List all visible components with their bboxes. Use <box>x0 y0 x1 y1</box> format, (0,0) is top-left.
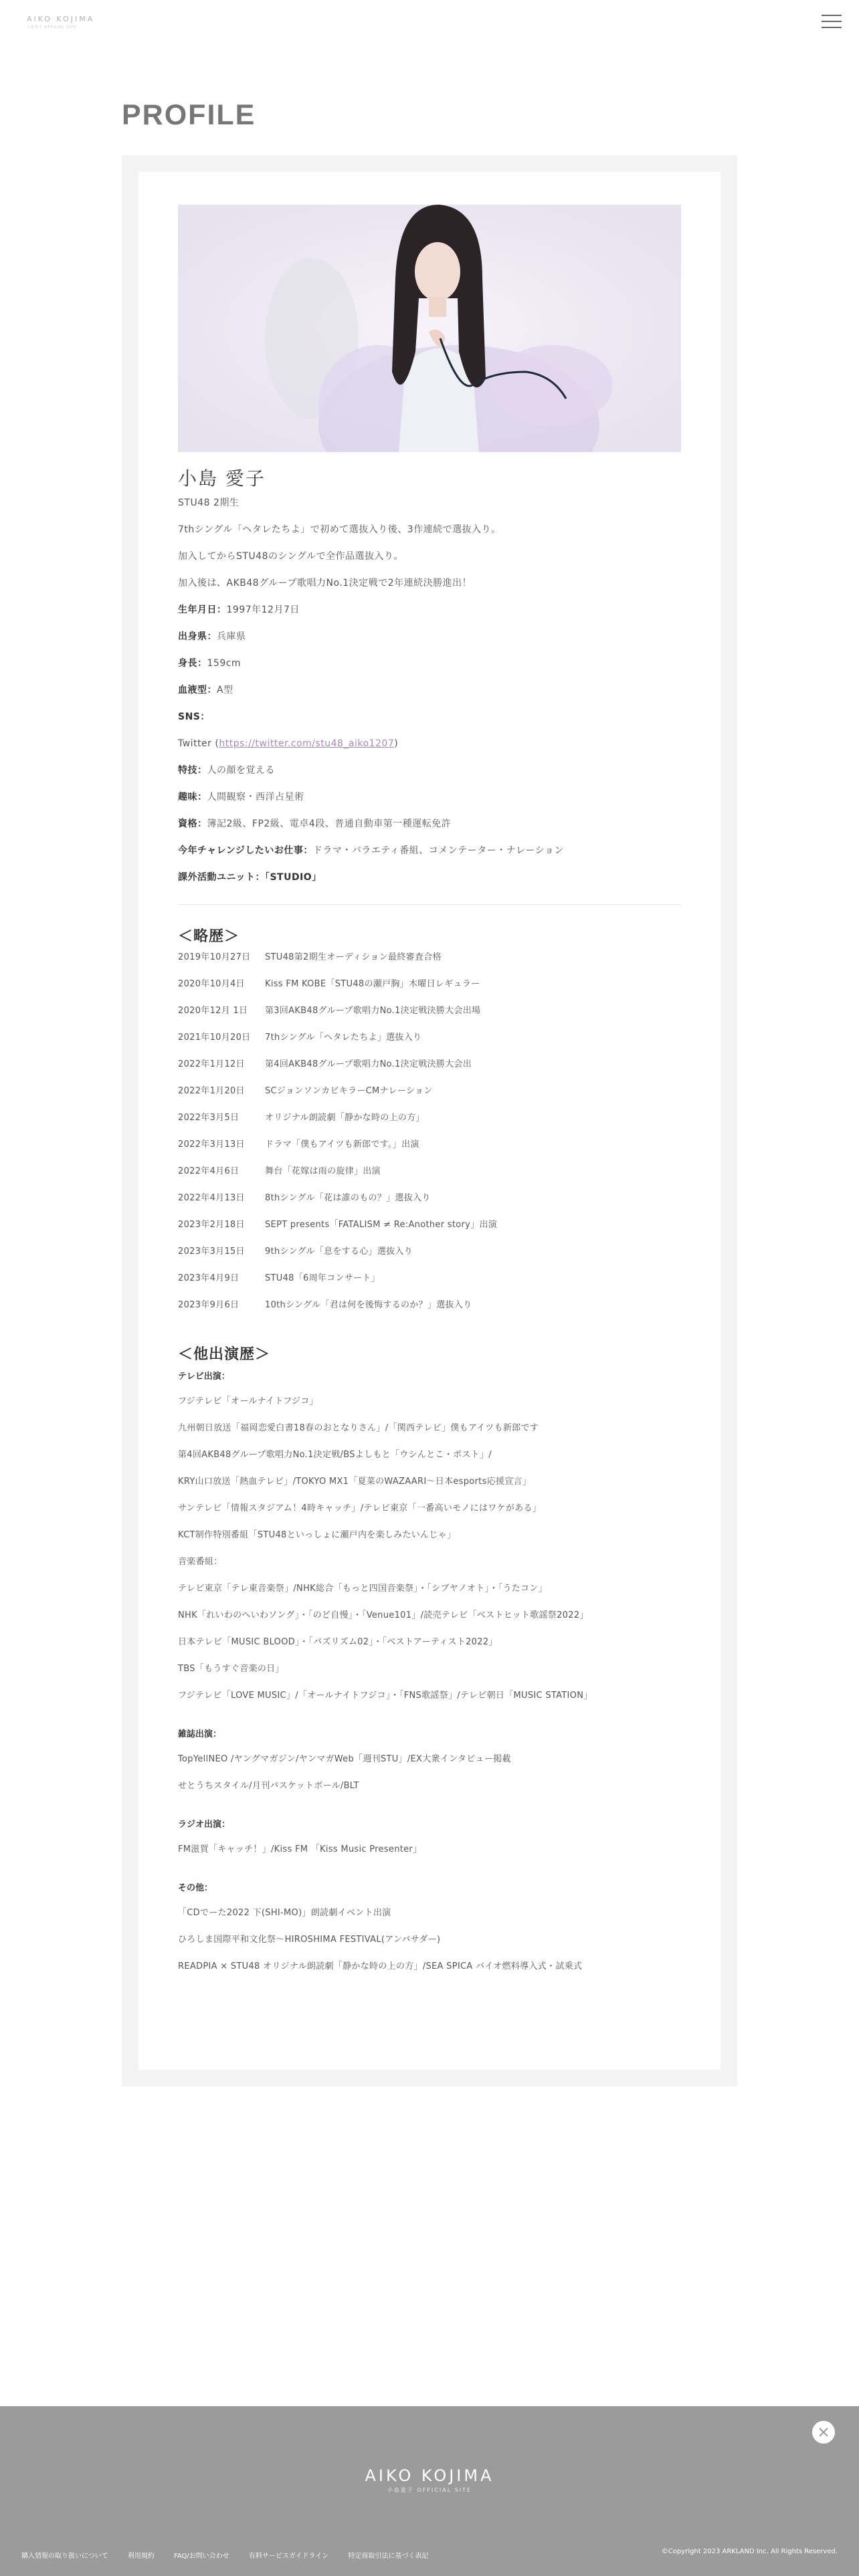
logo-subtext: 小島愛子 OFFICIAL SITE <box>27 25 77 29</box>
history-list <box>178 951 681 1312</box>
fact-hometown: 出身県：兵庫県 <box>178 631 246 642</box>
other-item: READPIA × STU48 オリジナル朗読劇「静かな時の上の方」/SEA SPICA バイオ燃料導入式・試乗式 <box>178 1961 583 1971</box>
twitter-line: Twitter (https://twitter.com/stu48_aiko1207) <box>178 738 399 749</box>
fact-sns: SNS： <box>178 712 210 722</box>
history-item: 2022年1月12日 第4回AKB48グループ歌唱力No.1決定戦決勝大会出 <box>178 1059 472 1069</box>
profile-photo <box>178 205 681 452</box>
tv-item: KRY山口放送「熱血テレビ」/TOKYO MX1「夏菜のWAZAARI〜日本esports応援宣言」 <box>178 1477 532 1487</box>
history-item: 2022年4月6日 舞台「花嫁は雨の旋律」出演 <box>178 1166 381 1176</box>
footer-brand-sub: 小島愛子 OFFICIAL SITE <box>387 2487 472 2493</box>
other-item: 「CDでーた2022 下(SHI-MO)」朗読劇イベント出演 <box>178 1908 391 1918</box>
footer-link-commercial-law[interactable]: 特定商取引法に基づく表記 <box>348 2553 429 2560</box>
footer-brand[interactable]: AIKO KOJIMA <box>365 2466 494 2485</box>
music-item: TBS「もうすぐ音楽の日」 <box>178 1664 284 1674</box>
tv-item: 第4回AKB48グループ歌唱力No.1決定戦/BSよしもと「ウシんとこ・ポスト」/ <box>178 1450 492 1460</box>
music-item: テレビ東京「テレ東音楽祭」/NHK総合「もっと四国音楽祭」・「シブヤノオト」・「うたコン」 <box>178 1584 547 1594</box>
fact-blood-type: 血液型：A型 <box>178 685 233 695</box>
radio-item: FM滋賀「キャッチ！」/Kiss FM 「Kiss Music Presenter」 <box>178 1844 422 1854</box>
history-item: 2021年10月20日 7thシングル「ヘタレたちよ」選抜入り <box>178 1033 422 1043</box>
fact-qualifications: 資格：簿記2級、FP2級、電卓4段、普通自動車第一種運転免許 <box>178 819 452 829</box>
page-title: PROFILE <box>122 99 256 131</box>
fact-birthday: 生年月日：1997年12月7日 <box>178 605 300 615</box>
footer-link-paid-service[interactable]: 有料サービスガイドライン <box>248 2553 329 2560</box>
footer-link-terms[interactable]: 利用規約 <box>127 2553 155 2560</box>
tv-item: 九州朝日放送「福岡恋愛白書18春のおとなりさん」/「関西テレビ」僕もアイツも新郎です <box>178 1423 539 1433</box>
fact-hobby: 趣味：人間観察・西洋占星術 <box>178 792 304 802</box>
tv-item: サンテレビ「情報スタジアム！4時キャッチ」/テレビ東京「一番高いモノにはワケがある」 <box>178 1503 542 1513</box>
tv-item: フジテレビ「オールナイトフジコ」 <box>178 1396 318 1406</box>
magazine-item: せとうちスタイル/月刊バスケットボール/BLT <box>178 1781 359 1791</box>
close-icon <box>818 2427 829 2438</box>
fact-unit: 課外活動ユニット：「STUDIO」 <box>178 872 322 883</box>
footer-links <box>21 2548 444 2561</box>
site-header <box>0 0 859 43</box>
music-heading: 音楽番組： <box>178 1557 223 1567</box>
profile-name: 小島 愛子 <box>178 467 266 490</box>
music-item: 日本テレビ「MUSIC BLOOD」・「バズリズム02」・「ベストアーティスト2022」 <box>178 1637 498 1647</box>
twitter-link[interactable]: https://twitter.com/stu48_aiko1207 <box>219 738 395 749</box>
other-heading: その他： <box>178 1883 213 1893</box>
footer-link-faq[interactable]: FAQ/お問い合わせ <box>174 2553 229 2560</box>
history-item: 2022年3月13日 ドラマ「僕もアイツも新郎です。」出演 <box>178 1140 419 1150</box>
hamburger-icon[interactable] <box>822 13 842 29</box>
site-logo[interactable] <box>27 15 94 29</box>
generation-text: STU48 2期生 <box>178 498 240 508</box>
history-item: 2020年12月 1日 第3回AKB48グループ歌唱力No.1決定戦決勝大会出場 <box>178 1006 481 1016</box>
magazine-heading: 雑誌出演： <box>178 1729 222 1739</box>
appearances-title: ＜他出演歴＞ <box>178 1346 271 1363</box>
bio-line: 加入後は、AKB48グループ歌唱力No.1決定戦で2年連続決勝進出！ <box>178 578 472 588</box>
history-item: 2022年1月20日 SCジョンソンカビキラーCMナレーション <box>178 1086 433 1096</box>
history-item: 2023年9月6日 10thシングル「君は何を後悔するのか？」選抜入り <box>178 1300 472 1310</box>
music-item: NHK「れいわのへいわソング」・「のど自慢」・「Venue101」/読売テレビ「ベストヒット歌謡祭2022」 <box>178 1610 589 1620</box>
history-item: 2023年2月18日 SEPT presents「FATALISM ≠ Re:Another story」出演 <box>178 1220 498 1230</box>
radio-heading: ラジオ出演： <box>178 1820 231 1830</box>
history-item: 2019年10月27日 STU48第2期生オーディション最終審査合格 <box>178 952 442 962</box>
history-item: 2022年3月5日 オリジナル朗読劇「静かな時の上の方」 <box>178 1113 425 1123</box>
history-item: 2020年10月4日 Kiss FM KOBE「STU48の瀬戸胸」木曜日レギュラー <box>178 979 480 989</box>
history-item: 2023年4月9日 STU48「6周年コンサート」 <box>178 1273 381 1283</box>
music-item: フジテレビ「LOVE MUSIC」/「オールナイトフジコ」・「FNS歌謡祭」/テレビ朝日「MUSIC STATION」 <box>178 1691 593 1701</box>
bio-line: 7thシングル「ヘタレたちよ」で初めて選抜入り後、3作連続で選抜入り。 <box>178 524 501 535</box>
history-title: ＜略歴＞ <box>178 928 240 945</box>
history-item: 2022年4月13日 8thシングル「花は誰のもの？」選抜入り <box>178 1193 431 1203</box>
history-item: 2023年3月15日 9thシングル「息をする心」選抜入り <box>178 1247 413 1257</box>
magazine-item: TopYellNEO /ヤングマガジン/ヤンマガWeb「週刊STU」/EX大衆インタビュー掲載 <box>178 1754 511 1764</box>
fact-challenge: 今年チャレンジしたいお仕事：ドラマ・バラエティ番組、コメンテーター・ナレーション <box>178 845 564 856</box>
fact-height: 身長：159cm <box>178 658 242 669</box>
profile-content <box>178 205 681 1987</box>
logo-text: AIKO KOJIMA <box>27 15 95 23</box>
copyright-text: ©Copyright 2023 ARKLAND Inc. All Rights Reserved. <box>661 2548 838 2555</box>
tv-item: KCT制作特別番組「STU48といっしょに瀬戸内を楽しみたいんじゃ」 <box>178 1530 456 1540</box>
other-item: ひろしま国際平和文化祭〜HIROSHIMA FESTIVAL(アンバサダー) <box>178 1935 441 1945</box>
tv-heading: テレビ出演： <box>178 1372 230 1382</box>
footer-link-purchase-info[interactable]: 購入情報の取り扱いについて <box>21 2553 108 2560</box>
close-button[interactable] <box>812 2421 835 2444</box>
site-footer <box>0 2406 859 2576</box>
fact-skill: 特技：人の顔を覚える <box>178 765 275 776</box>
bio-line: 加入してからSTU48のシングルで全作品選抜入り。 <box>178 551 403 562</box>
section-divider <box>178 904 681 905</box>
